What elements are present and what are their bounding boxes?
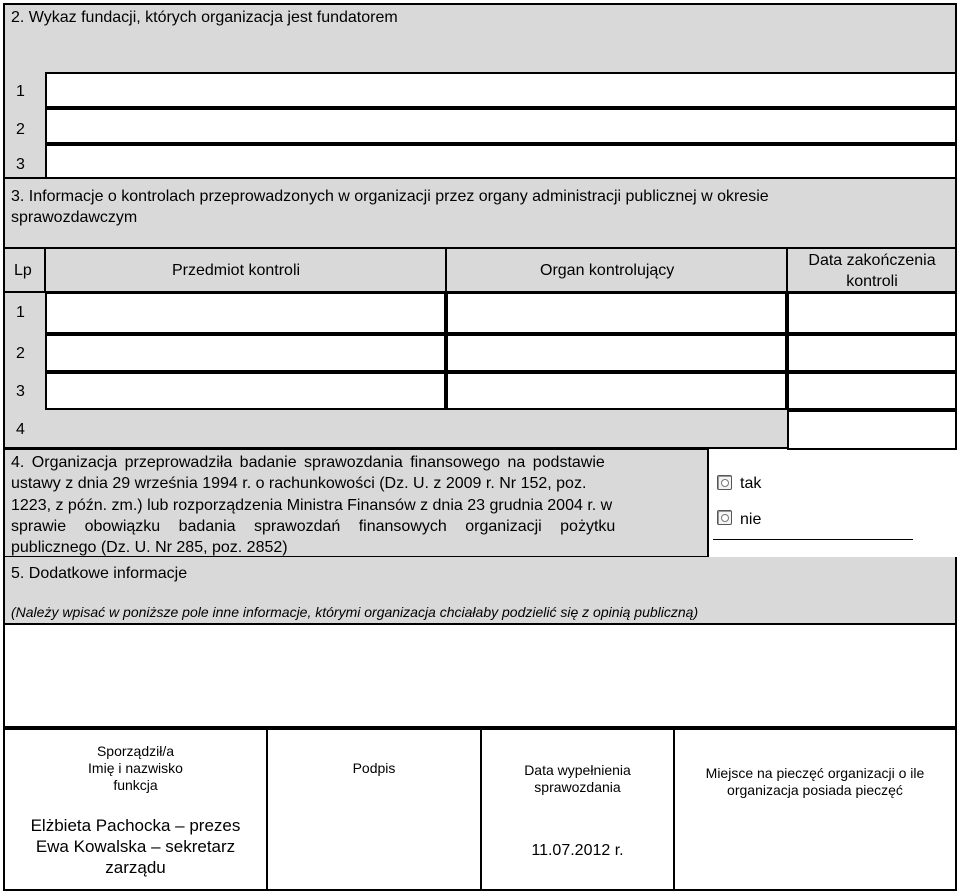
fill-date-value: 11.07.2012 r. — [531, 842, 624, 859]
fill-date-label: Data wypełnienia — [524, 762, 631, 778]
control-row-number: 1 — [16, 304, 25, 321]
control-row-number: 2 — [16, 345, 25, 362]
header-divider — [786, 247, 788, 293]
foundation-field-2[interactable] — [45, 108, 957, 144]
answer-underline — [713, 539, 913, 540]
section2-title: 2. Wykaz fundacji, których organizacja jest fundatorem — [11, 9, 398, 26]
stamp-label-line2: organizacja posiada pieczęć — [727, 782, 903, 798]
control-row-number: 4 — [16, 421, 25, 438]
name-label: Imię i nazwisko — [88, 760, 183, 776]
preparer-function: zarządu — [105, 858, 166, 877]
date-field[interactable] — [787, 372, 957, 410]
date-field[interactable] — [787, 292, 957, 334]
preparer-name: Elżbieta Pachocka – prezes — [30, 816, 241, 835]
signature-label: Podpis — [352, 760, 396, 776]
organ-field[interactable] — [446, 334, 787, 372]
section4-text-line: publicznego (Dz. U. Nr 285, poz. 2852) — [11, 539, 288, 556]
subject-field[interactable] — [45, 292, 446, 334]
additional-info-field[interactable] — [3, 625, 957, 728]
header-divider — [44, 247, 46, 293]
foundation-row-number: 3 — [16, 156, 25, 173]
prepared-by-label: Sporządził/a — [96, 743, 175, 759]
section4-text-line: 4. Organizacja przeprowadziła badanie sprawozdania finansowego na podstawie — [11, 454, 605, 471]
foundation-row-number: 1 — [16, 83, 25, 100]
header-divider — [445, 247, 447, 293]
audit-yes-label: tak — [740, 475, 762, 492]
preparer-name: Ewa Kowalska – sekretarz — [35, 837, 236, 856]
audit-yes-checkbox[interactable] — [717, 475, 732, 490]
section5-hint: (Należy wpisać w poniższe pole inne informacje, którymi organizacja chciałaby podzielić się z opinią publiczną) — [11, 604, 699, 620]
function-label: funkcja — [113, 777, 158, 793]
organ-field[interactable] — [446, 372, 787, 410]
stamp-label: Miejsce na pieczęć organizacji o ile — [705, 765, 925, 781]
signature-divider — [480, 728, 482, 891]
organ-field[interactable] — [446, 292, 787, 334]
header-date-line1: Data zakończenia — [808, 252, 936, 269]
section3-title-line2: sprawozdawczym — [11, 209, 138, 226]
subject-field[interactable] — [45, 372, 446, 410]
date-field[interactable] — [787, 410, 957, 450]
section4-text-line: sprawie obowiązku badania sprawozdań finansowych organizacji pożytku — [11, 518, 616, 535]
section4-text-line: ustawy z dnia 29 września 1994 r. o rachunkowości (Dz. U. z 2009 r. Nr 152, poz. — [11, 475, 587, 492]
signature-divider — [266, 728, 268, 891]
header-organ: Organ kontrolujący — [540, 262, 675, 279]
section4-text-line: 1223, z późn. zm.) lub rozporządzenia Ministra Finansów z dnia 23 grudnia 2004 r. w — [11, 497, 613, 514]
date-field[interactable] — [787, 334, 957, 372]
subject-field[interactable] — [45, 334, 446, 372]
control-row-number: 3 — [16, 383, 25, 400]
section3-title-line1: 3. Informacje o kontrolach przeprowadzonych w organizacji przez organy administracji publicznej w okresie — [11, 188, 769, 205]
fill-date-label-line2: sprawozdania — [534, 779, 621, 795]
audit-no-label: nie — [740, 511, 762, 528]
signature-divider — [673, 728, 675, 891]
audit-no-checkbox[interactable] — [717, 510, 732, 525]
foundation-row-number: 2 — [16, 121, 25, 138]
foundation-field-3[interactable] — [45, 144, 957, 179]
header-date-line2: kontroli — [846, 273, 898, 290]
foundation-field-1[interactable] — [45, 72, 957, 108]
section5-title: 5. Dodatkowe informacje — [11, 565, 188, 582]
header-lp: Lp — [14, 262, 32, 279]
header-subject: Przedmiot kontroli — [172, 262, 301, 279]
